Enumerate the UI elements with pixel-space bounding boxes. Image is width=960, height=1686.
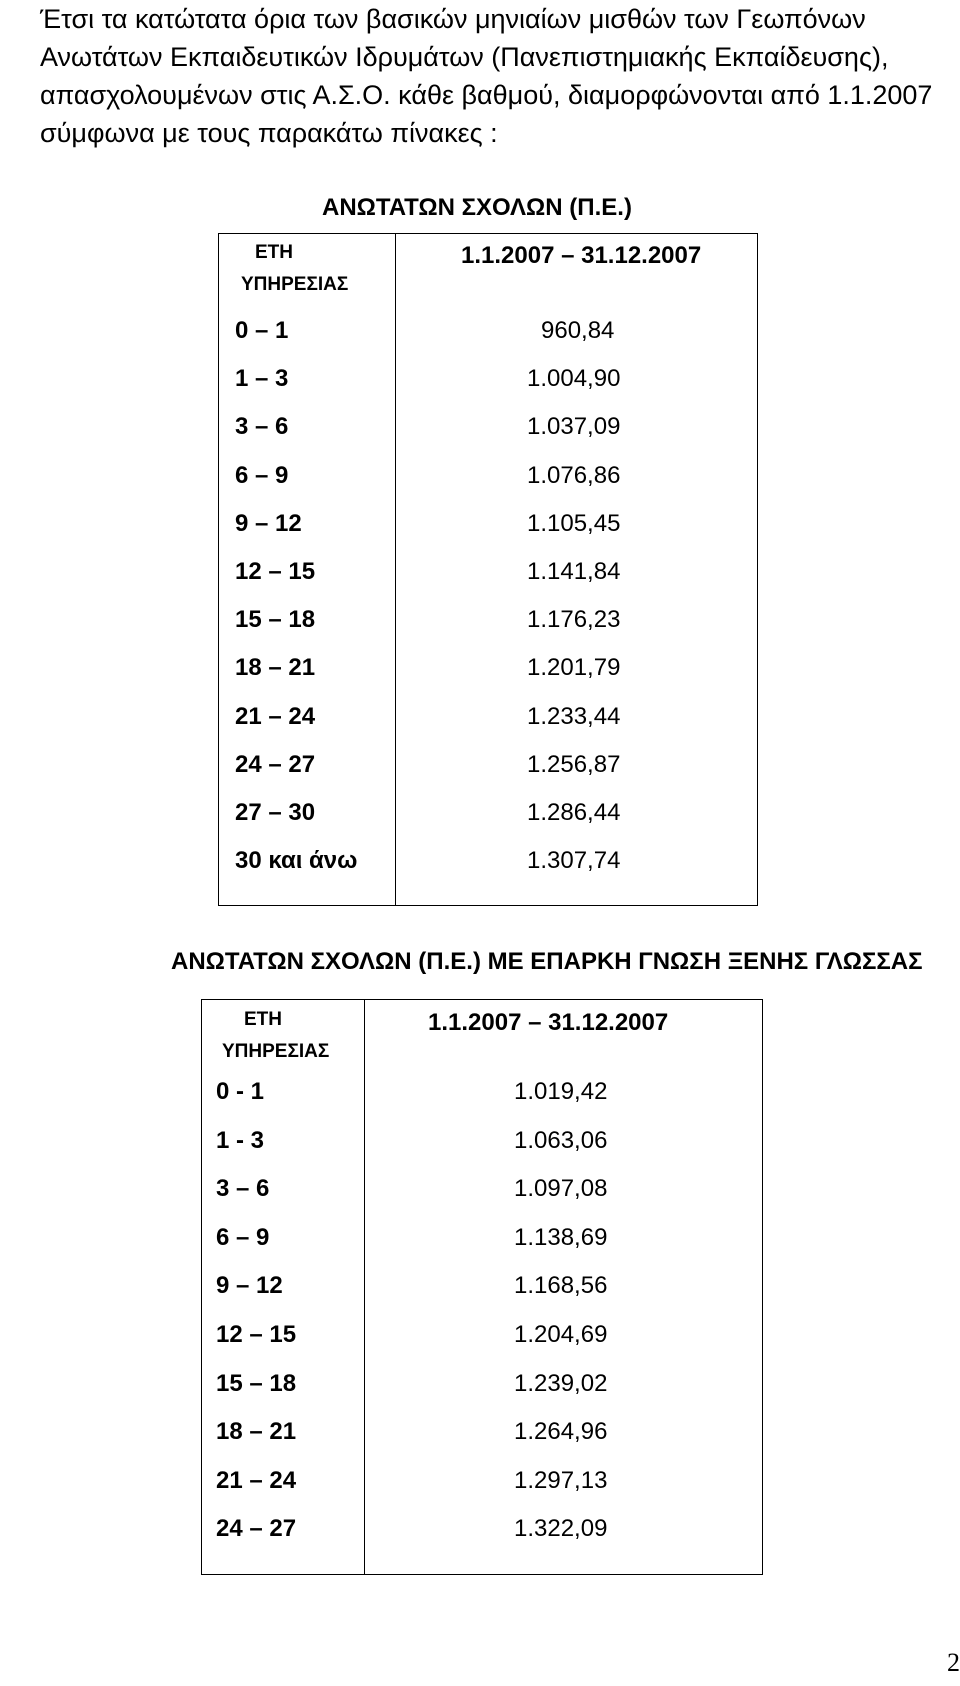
- amount-cell: 1.233,44: [527, 702, 621, 730]
- years-cell: 1 – 3: [235, 365, 289, 393]
- years-cell: 3 – 6: [235, 413, 289, 441]
- years-header-line1: ΕΤΗ: [244, 1009, 282, 1030]
- intro-line: σύμφωνα με τους παρακάτω πίνακες :: [40, 118, 498, 148]
- amount-cell: 1.239,02: [514, 1369, 608, 1397]
- years-column-header: [202, 1005, 364, 1069]
- table-row: [202, 1272, 762, 1321]
- table-row: [219, 847, 757, 895]
- amount-cell: 1.076,86: [527, 461, 621, 489]
- amount-cell: 1.201,79: [527, 654, 621, 682]
- intro-line: απασχολουμένων στις Α.Σ.Ο. κάθε βαθμού, διαμορφώνονται από 1.1.2007: [40, 80, 933, 110]
- years-cell: 3 – 6: [216, 1175, 270, 1203]
- amount-cell: 1.264,96: [514, 1418, 608, 1446]
- years-header-line2: ΥΠΗΡΕΣΙΑΣ: [222, 1041, 330, 1062]
- amount-cell: 1.297,13: [514, 1466, 608, 1494]
- years-cell: 30 και άνω: [235, 847, 358, 875]
- amount-cell: 1.105,45: [527, 509, 621, 537]
- years-cell: 18 – 21: [235, 654, 316, 682]
- amount-cell: 1.256,87: [527, 750, 621, 778]
- period-column-header: 1.1.2007 – 31.12.2007: [461, 242, 702, 269]
- table-row: [219, 606, 757, 654]
- table-row: [219, 510, 757, 558]
- table-row: [202, 1321, 762, 1370]
- years-cell: 12 – 15: [216, 1320, 297, 1348]
- years-cell: 24 – 27: [216, 1515, 297, 1543]
- table-row: [202, 1224, 762, 1273]
- years-cell: 21 – 24: [216, 1466, 297, 1494]
- table-row: [219, 799, 757, 847]
- page-number: 2: [947, 1648, 960, 1677]
- years-cell: 15 – 18: [216, 1369, 297, 1397]
- years-cell: 18 – 21: [216, 1418, 297, 1446]
- years-cell: 27 – 30: [235, 798, 316, 826]
- period-column-header: 1.1.2007 – 31.12.2007: [428, 1009, 669, 1036]
- table2-heading: ΑΝΩΤΑΤΩΝ ΣΧΟΛΩΝ (Π.Ε.) ΜΕ ΕΠΑΡΚΗ ΓΝΩΣΗ ΞΕΝΗΣ ΓΛΩΣΣΑΣ: [171, 948, 923, 975]
- table-row: [219, 462, 757, 510]
- years-cell: 1 - 3: [216, 1126, 265, 1154]
- table-row: [202, 1370, 762, 1419]
- years-cell: 12 – 15: [235, 557, 316, 585]
- amount-cell: 1.141,84: [527, 557, 621, 585]
- table-body: [202, 1078, 762, 1564]
- years-cell: 24 – 27: [235, 750, 316, 778]
- salary-table-1: [218, 233, 758, 906]
- intro-paragraph: [40, 0, 940, 152]
- table-row: [219, 317, 757, 365]
- years-cell: 0 – 1: [235, 317, 289, 344]
- table-row: [219, 558, 757, 606]
- salary-table-2: [201, 999, 763, 1575]
- table-row: [219, 413, 757, 461]
- table-row: [202, 1175, 762, 1224]
- amount-cell: 1.307,74: [527, 847, 621, 875]
- amount-cell: 1.204,69: [514, 1320, 608, 1348]
- table-row: [219, 365, 757, 413]
- table-row: [219, 703, 757, 751]
- years-header-line2: ΥΠΗΡΕΣΙΑΣ: [241, 274, 349, 295]
- table-row: [202, 1078, 762, 1127]
- amount-cell: 1.004,90: [527, 365, 621, 393]
- intro-line: Έτσι τα κατώτατα όρια των βασικών μηνιαίων μισθών των Γεωπόνων: [40, 4, 866, 34]
- years-header-line1: ΕΤΗ: [255, 242, 293, 263]
- years-cell: 9 – 12: [216, 1272, 283, 1300]
- table-row: [202, 1127, 762, 1176]
- amount-cell: 1.037,09: [527, 413, 621, 441]
- amount-cell: 1.168,56: [514, 1272, 608, 1300]
- amount-cell: 1.097,08: [514, 1175, 608, 1203]
- years-cell: 0 - 1: [216, 1078, 265, 1105]
- amount-cell: 1.063,06: [514, 1126, 608, 1154]
- years-cell: 9 – 12: [235, 509, 302, 537]
- years-cell: 6 – 9: [235, 461, 289, 489]
- table-row: [202, 1467, 762, 1516]
- years-column-header: [219, 238, 395, 302]
- table-row: [219, 751, 757, 799]
- table-row: [202, 1418, 762, 1467]
- table1-heading: ΑΝΩΤΑΤΩΝ ΣΧΟΛΩΝ (Π.Ε.): [322, 194, 632, 221]
- amount-cell: 1.286,44: [527, 798, 621, 826]
- intro-line: Ανωτάτων Εκπαιδευτικών Ιδρυμάτων (Πανεπιστημιακής Εκπαίδευσης),: [40, 42, 889, 72]
- table-row: [202, 1515, 762, 1564]
- table-body: [219, 317, 757, 895]
- years-cell: 6 – 9: [216, 1223, 270, 1251]
- amount-cell: 1.138,69: [514, 1223, 608, 1251]
- years-cell: 21 – 24: [235, 702, 316, 730]
- amount-cell: 960,84: [541, 317, 615, 344]
- amount-cell: 1.322,09: [514, 1515, 608, 1543]
- years-cell: 15 – 18: [235, 606, 316, 634]
- amount-cell: 1.019,42: [514, 1078, 608, 1105]
- amount-cell: 1.176,23: [527, 606, 621, 634]
- table-row: [219, 654, 757, 702]
